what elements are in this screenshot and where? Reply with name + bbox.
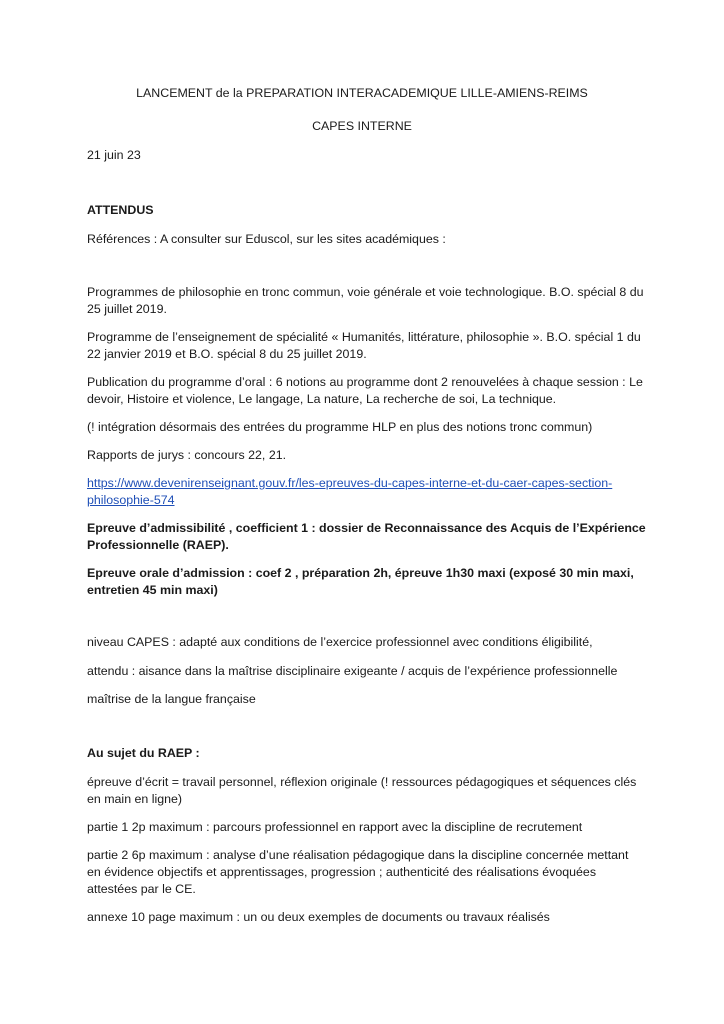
devenirenseignant-link-line-1[interactable]: https://www.devenirenseignant.gouv.fr/les-epreuves-du-capes-interne-et-du-caer-capes-section- bbox=[87, 476, 613, 490]
epreuve-admissibilite-line-2: Professionnelle (RAEP). bbox=[87, 538, 229, 552]
raep-partie-1: partie 1 2p maximum : parcours professionnel en rapport avec la discipline de recrutement bbox=[87, 820, 583, 834]
attendus-heading: ATTENDUS bbox=[87, 203, 154, 217]
epreuve-admissibilite-line-1: Epreuve d’admissibilité , coefficient 1 : dossier de Reconnaissance des Acquis de l’Expérience bbox=[87, 521, 646, 535]
programme-tronc-commun-line-1: Programmes de philosophie en tronc commun, voie générale et voie technologique. B.O. spécial 8 du bbox=[87, 285, 644, 299]
rapports-jurys: Rapports de jurys : concours 22, 21. bbox=[87, 448, 287, 462]
raep-partie-2-line-2: en évidence objectifs et apprentissages, progression ; authenticité des réalisations évoquées bbox=[87, 865, 597, 879]
attendu-line: attendu : aisance dans la maîtrise disciplinaire exigeante / acquis de l’expérience professionnelle bbox=[87, 664, 618, 678]
epreuve-admission-line-2: entretien 45 min maxi) bbox=[87, 583, 218, 597]
hlp-note: (! intégration désormais des entrées du programme HLP en plus des notions tronc commun) bbox=[87, 420, 593, 434]
references-line: Références : A consulter sur Eduscol, sur les sites académiques : bbox=[87, 232, 446, 246]
epreuve-admission-line-1: Epreuve orale d’admission : coef 2 , préparation 2h, épreuve 1h30 maxi (exposé 30 min maxi, bbox=[87, 566, 634, 580]
programme-oral-line-2: devoir, Histoire et violence, Le langage, La nature, La recherche de soi, La technique. bbox=[87, 392, 557, 406]
raep-partie-2-line-1: partie 2 6p maximum : analyse d’une réalisation pédagogique dans la discipline concernée mettant bbox=[87, 848, 629, 862]
programme-tronc-commun-line-2: 25 juillet 2019. bbox=[87, 302, 167, 316]
document-date: 21 juin 23 bbox=[87, 148, 141, 162]
raep-heading: Au sujet du RAEP : bbox=[87, 746, 200, 760]
raep-ecrit-line-2: en main en ligne) bbox=[87, 792, 183, 806]
programme-hlp-line-1: Programme de l’enseignement de spécialité « Humanités, littérature, philosophie ». B.O. spécial 1 du bbox=[87, 330, 641, 344]
programme-hlp-line-2: 22 janvier 2019 et B.O. spécial 8 du 25 juillet 2019. bbox=[87, 347, 367, 361]
niveau-capes: niveau CAPES : adapté aux conditions de l’exercice professionnel avec conditions éligibilité, bbox=[87, 635, 593, 649]
raep-annexe: annexe 10 page maximum : un ou deux exemples de documents ou travaux réalisés bbox=[87, 910, 550, 924]
document-subtitle: CAPES INTERNE bbox=[312, 119, 412, 133]
devenirenseignant-link-line-2[interactable]: philosophie-574 bbox=[87, 493, 175, 507]
maitrise-langue: maîtrise de la langue française bbox=[87, 692, 256, 706]
raep-ecrit-line-1: épreuve d’écrit = travail personnel, réflexion originale (! ressources pédagogiques et séquences clés bbox=[87, 775, 637, 789]
programme-oral-line-1: Publication du programme d’oral : 6 notions au programme dont 2 renouvelées à chaque session : Le bbox=[87, 375, 643, 389]
document-title: LANCEMENT de la PREPARATION INTERACADEMIQUE LILLE-AMIENS-REIMS bbox=[136, 86, 588, 100]
raep-partie-2-line-3: attestées par le CE. bbox=[87, 882, 196, 896]
